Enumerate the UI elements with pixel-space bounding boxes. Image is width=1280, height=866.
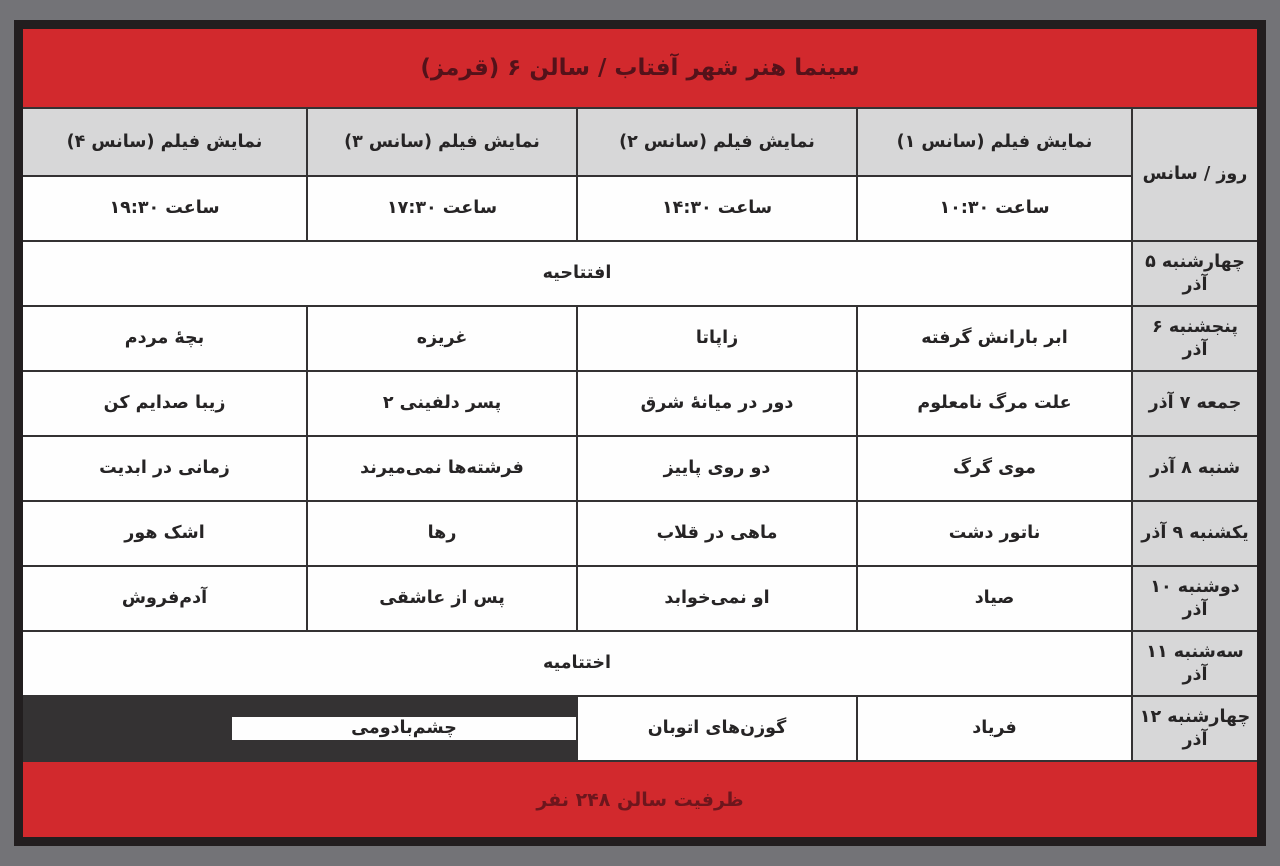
film-cell: فریاد xyxy=(858,697,1131,760)
ceremony-cell-closing: اختتامیه xyxy=(23,632,1131,695)
film-cell: فرشته‌ها نمی‌میرند xyxy=(308,437,576,500)
session-2-time-cell: ساعت ۱۴:۳۰ xyxy=(578,177,856,240)
film-cell: غریزه xyxy=(308,307,576,370)
film-cell: ناتور دشت xyxy=(858,502,1131,565)
film-cell: دور در میانهٔ شرق xyxy=(578,372,856,435)
film-cell: پس از عاشقی xyxy=(308,567,576,630)
film-cell: او نمی‌خوابد xyxy=(578,567,856,630)
capacity-text: ظرفیت سالن ۲۴۸ نفر xyxy=(536,788,744,811)
film-cell: اشک هور xyxy=(23,502,306,565)
film-cell: موی گرگ xyxy=(858,437,1131,500)
day-cell: چهارشنبه ۱۲ آذر xyxy=(1133,697,1257,760)
cinema-title-bar xyxy=(23,29,1257,107)
film-cell: رها xyxy=(308,502,576,565)
session-4-header-cell: نمایش فیلم (سانس ۴) xyxy=(23,109,306,175)
film-cell: زاپاتا xyxy=(578,307,856,370)
day-cell: سه‌شنبه ۱۱ آذر xyxy=(1133,632,1257,695)
day-cell: یکشنبه ۹ آذر xyxy=(1133,502,1257,565)
film-cell: علت مرگ نامعلوم xyxy=(858,372,1131,435)
session-1-time-cell: ساعت ۱۰:۳۰ xyxy=(858,177,1131,240)
film-cell: زمانی در ابدیت xyxy=(23,437,306,500)
day-cell: چهارشنبه ۵ آذر xyxy=(1133,242,1257,305)
film-cell: ماهی در قلاب xyxy=(578,502,856,565)
film-cell: آدم‌فروش xyxy=(23,567,306,630)
film-cell: پسر دلفینی ۲ xyxy=(308,372,576,435)
day-session-header-cell: روز / سانس xyxy=(1133,109,1257,240)
merged-cell-group xyxy=(23,697,576,760)
film-cell: ابر بارانش گرفته xyxy=(858,307,1131,370)
film-cell: بچهٔ مردم xyxy=(23,307,306,370)
film-cell: زیبا صدایم کن xyxy=(23,372,306,435)
day-cell: دوشنبه ۱۰ آذر xyxy=(1133,567,1257,630)
schedule-table-frame xyxy=(14,20,1266,846)
film-cell: دو روی پاییز xyxy=(578,437,856,500)
day-cell: شنبه ۸ آذر xyxy=(1133,437,1257,500)
film-cell: گوزن‌های اتوبان xyxy=(578,697,856,760)
session-2-header-cell: نمایش فیلم (سانس ۲) xyxy=(578,109,856,175)
session-1-header-cell: نمایش فیلم (سانس ۱) xyxy=(858,109,1131,175)
day-cell: پنجشنبه ۶ آذر xyxy=(1133,307,1257,370)
session-3-time-cell: ساعت ۱۷:۳۰ xyxy=(308,177,576,240)
session-4-time-cell: ساعت ۱۹:۳۰ xyxy=(23,177,306,240)
film-cell: صیاد xyxy=(858,567,1131,630)
schedule-grid xyxy=(23,109,1257,760)
cinema-title: سینما هنر شهر آفتاب / سالن ۶ (قرمز) xyxy=(420,55,860,81)
ceremony-cell-opening: افتتاحیه xyxy=(23,242,1131,305)
session-3-header-cell: نمایش فیلم (سانس ۳) xyxy=(308,109,576,175)
day-cell: جمعه ۷ آذر xyxy=(1133,372,1257,435)
film-cell: چشم‌بادومی xyxy=(232,717,576,740)
capacity-bar xyxy=(23,762,1257,837)
